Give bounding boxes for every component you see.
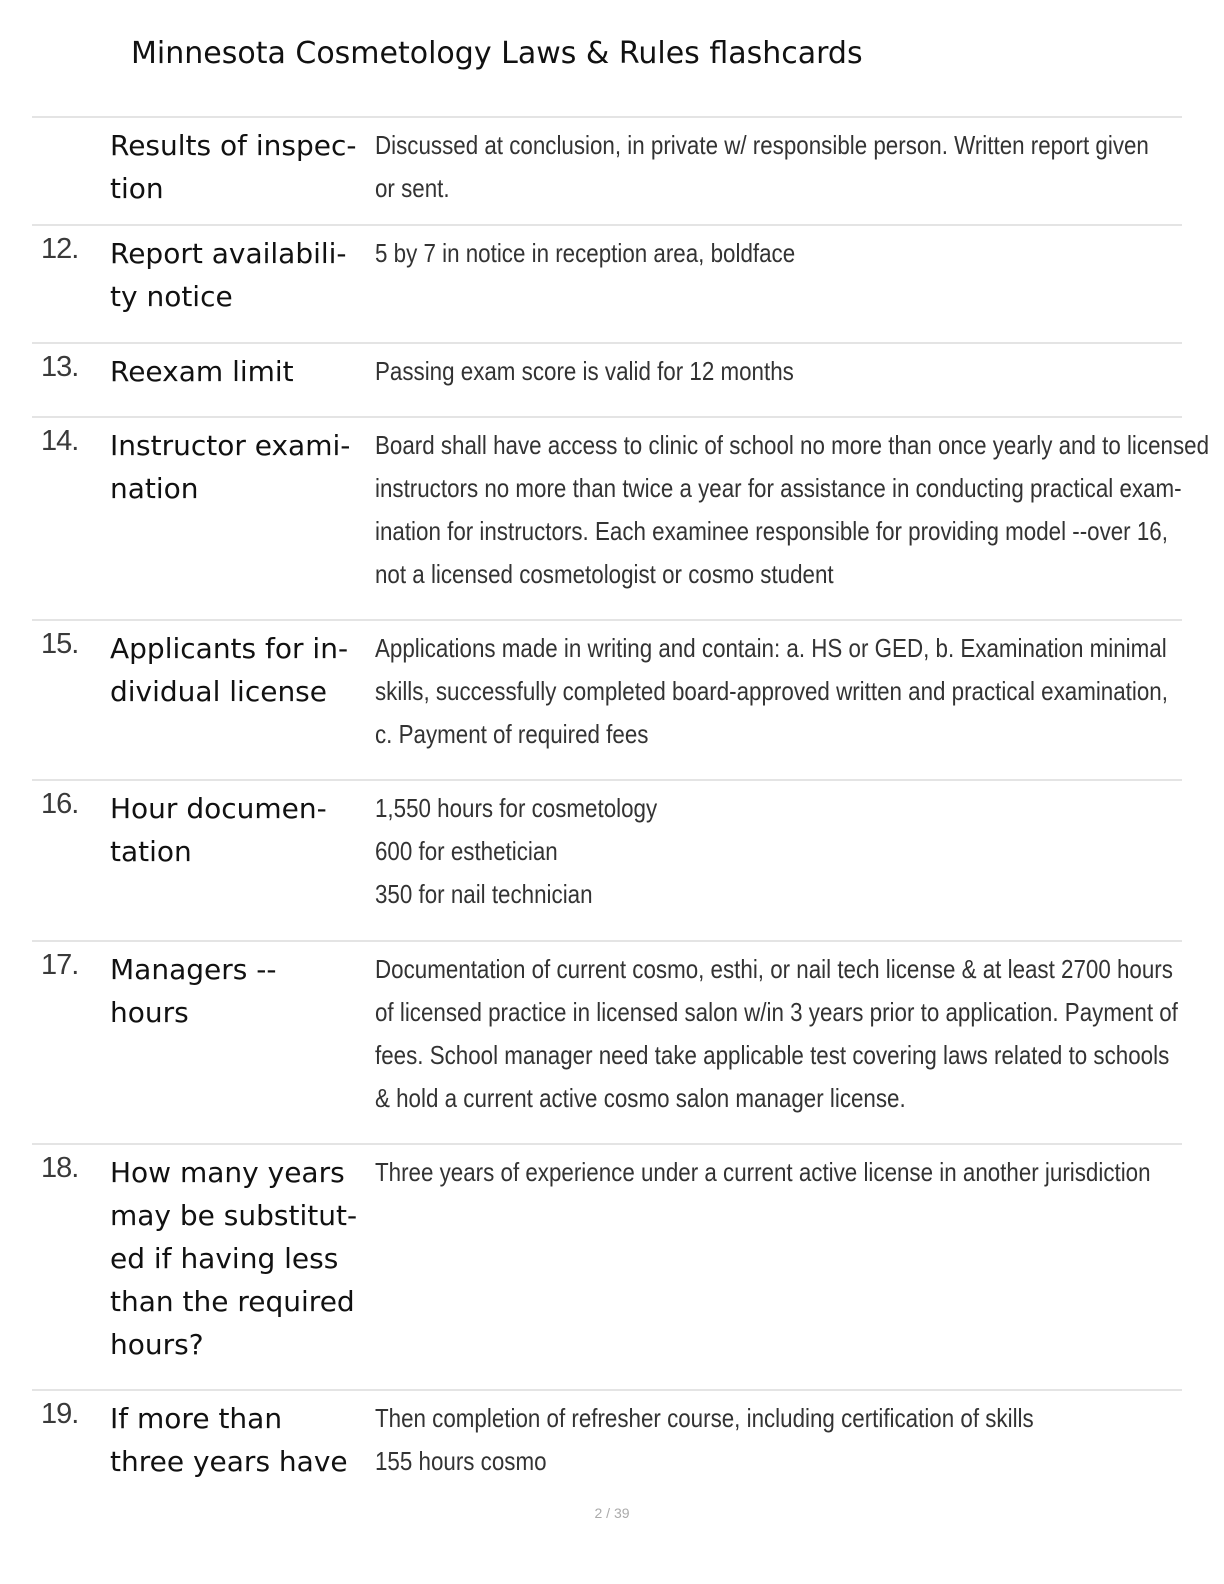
definition-line: 155 hours cosmo	[375, 1446, 547, 1476]
definition-line: skills, successfully completed board-approved written and practical examination,	[375, 676, 1168, 706]
term-line: than the required	[110, 1285, 355, 1318]
term-line: Report availabili-	[110, 237, 347, 270]
term-line: If more than	[110, 1402, 283, 1435]
definition-line: 600 for esthetician	[375, 836, 558, 866]
card-term	[110, 1397, 372, 1483]
definition-line: ination for instructors. Each examinee responsible for providing model --over 16,	[375, 516, 1168, 546]
card-definition	[375, 787, 1175, 916]
card-number: 13.	[41, 351, 79, 383]
flashcard-row	[32, 940, 1182, 1143]
card-definition	[375, 350, 1175, 393]
card-term	[110, 350, 372, 393]
definition-line: Discussed at conclusion, in private w/ responsible person. Written report given	[375, 130, 1149, 160]
term-line: hours	[110, 996, 189, 1029]
card-definition	[375, 627, 1175, 756]
term-line: Managers --	[110, 953, 277, 986]
card-number: 18.	[41, 1152, 79, 1184]
term-line: Applicants for in-	[110, 632, 349, 665]
card-term	[110, 787, 372, 873]
definition-line: 5 by 7 in notice in reception area, boldface	[375, 238, 796, 268]
definition-line: of licensed practice in licensed salon w/in 3 years prior to application. Payment of	[375, 997, 1178, 1027]
term-line: How many years	[110, 1156, 345, 1189]
card-number: 16.	[41, 788, 79, 820]
definition-line: c. Payment of required fees	[375, 719, 649, 749]
definition-line: 1,550 hours for cosmetology	[375, 793, 658, 823]
term-line: Results of inspec-	[110, 129, 357, 162]
card-definition	[375, 948, 1178, 1120]
flashcard-row	[32, 1389, 1182, 1499]
page-title: Minnesota Cosmetology Laws & Rules flashcards	[131, 36, 863, 71]
card-definition	[375, 232, 1175, 275]
definition-line: & hold a current active cosmo salon manager license.	[375, 1083, 906, 1113]
card-term	[110, 627, 372, 713]
definition-line: 350 for nail technician	[375, 879, 593, 909]
card-number: 15.	[41, 628, 79, 660]
definition-line: Three years of experience under a current active license in another jurisdiction	[375, 1157, 1151, 1187]
page-number: 2 / 39	[594, 1505, 630, 1521]
definition-line: not a licensed cosmetologist or cosmo student	[375, 559, 834, 589]
card-number: 19.	[41, 1398, 79, 1430]
card-definition	[375, 124, 1175, 210]
card-number: 12.	[41, 233, 79, 265]
definition-line: fees. School manager need take applicable test covering laws related to schools	[375, 1040, 1170, 1070]
flashcard-row	[32, 116, 1182, 224]
card-definition	[375, 1151, 1175, 1194]
card-term	[110, 948, 372, 1034]
term-line: tion	[110, 172, 164, 205]
definition-line: or sent.	[375, 173, 450, 203]
definition-line: Applications made in writing and contain: a. HS or GED, b. Examination minimal	[375, 633, 1167, 663]
term-line: tation	[110, 835, 192, 868]
flashcard-row	[32, 342, 1182, 416]
definition-line: Board shall have access to clinic of school no more than once yearly and to licensed	[375, 430, 1210, 460]
card-term	[110, 232, 372, 318]
flashcard-row	[32, 416, 1210, 619]
term-line: Reexam limit	[110, 355, 294, 388]
card-term	[110, 424, 372, 510]
term-line: ed if having less	[110, 1242, 339, 1275]
flashcard-row	[32, 224, 1182, 342]
card-number: 14.	[41, 425, 79, 457]
definition-line: Then completion of refresher course, including certification of skills	[375, 1403, 1034, 1433]
flashcard-row	[32, 779, 1182, 940]
term-line: Hour documen-	[110, 792, 327, 825]
card-definition	[375, 424, 1210, 596]
term-line: nation	[110, 472, 199, 505]
flashcard-row	[32, 1143, 1182, 1389]
term-line: ty notice	[110, 280, 233, 313]
card-number: 17.	[41, 949, 79, 981]
definition-line: instructors no more than twice a year for assistance in conducting practical exam-	[375, 473, 1182, 503]
term-line: hours?	[110, 1328, 204, 1361]
definition-line: Passing exam score is valid for 12 months	[375, 356, 794, 386]
card-term	[110, 124, 372, 210]
term-line: dividual license	[110, 675, 327, 708]
flashcard-row	[32, 619, 1182, 779]
term-line: Instructor exami-	[110, 429, 351, 462]
term-line: three years have	[110, 1445, 348, 1478]
card-term	[110, 1151, 372, 1366]
term-line: may be substitut-	[110, 1199, 358, 1232]
card-definition	[375, 1397, 1175, 1483]
definition-line: Documentation of current cosmo, esthi, or nail tech license & at least 2700 hours	[375, 954, 1173, 984]
